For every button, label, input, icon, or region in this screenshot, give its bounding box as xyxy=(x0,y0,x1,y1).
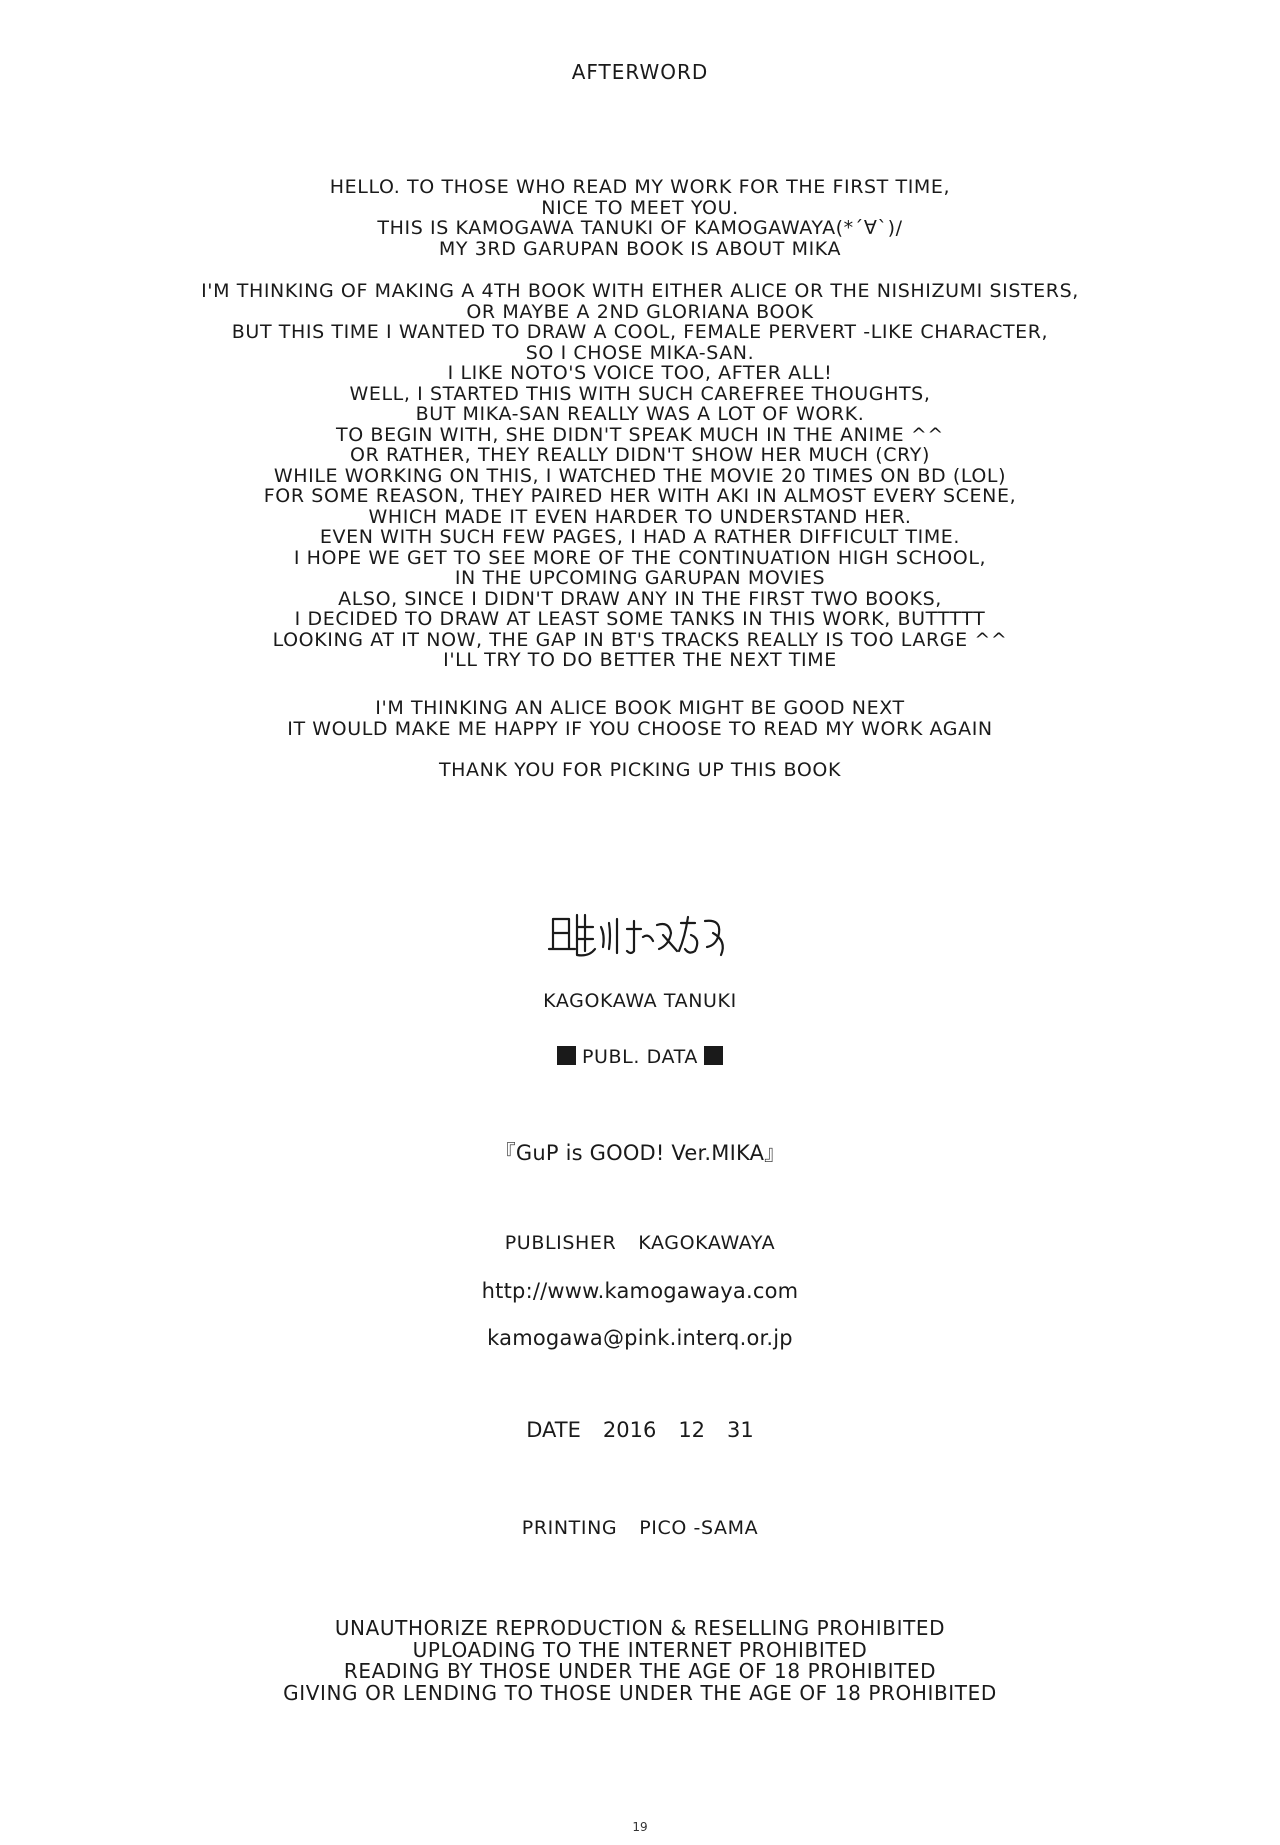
legal-line: READING BY THOSE UNDER THE AGE OF 18 PROHIBITED xyxy=(343,1659,937,1683)
handwritten-signature xyxy=(545,905,735,965)
intro-paragraph xyxy=(0,177,1280,259)
text-line: TO BEGIN WITH, SHE DIDN'T SPEAK MUCH IN THE ANIME ^^ xyxy=(336,423,944,446)
text-line: WHICH MADE IT EVEN HARDER TO UNDERSTAND HER. xyxy=(368,505,912,528)
date-year: 2016 xyxy=(602,1418,657,1442)
text-line: I'M THINKING AN ALICE BOOK MIGHT BE GOOD NEXT xyxy=(375,697,905,719)
text-line: THIS IS KAMOGAWA TANUKI OF KAMOGAWAYA(*´∀`)/ xyxy=(377,217,903,239)
printing-value: PICO -SAMA xyxy=(639,1517,759,1539)
text-line: SO I CHOSE MIKA-SAN. xyxy=(525,341,755,364)
printing-label: PRINTING xyxy=(521,1517,618,1539)
thanks-paragraph xyxy=(0,760,1280,781)
publ-data-heading xyxy=(0,1046,1280,1068)
closing-paragraph xyxy=(0,698,1280,739)
legal-notice xyxy=(0,1618,1280,1704)
text-line: LOOKING AT IT NOW, THE GAP IN BT'S TRACKS REALLY IS TOO LARGE ^^ xyxy=(272,628,1008,651)
text-line: EVEN WITH SUCH FEW PAGES, I HAD A RATHER DIFFICULT TIME. xyxy=(319,526,961,548)
publisher-value: KAGOKAWAYA xyxy=(638,1232,776,1254)
date-day: 31 xyxy=(727,1418,754,1442)
text-line: HELLO. TO THOSE WHO READ MY WORK FOR THE FIRST TIME, xyxy=(329,176,951,198)
legal-line: UPLOADING TO THE INTERNET PROHIBITED xyxy=(412,1637,868,1662)
text-line: THANK YOU FOR PICKING UP THIS BOOK xyxy=(438,759,842,781)
text-line: I LIKE NOTO'S VOICE TOO, AFTER ALL! xyxy=(447,362,833,384)
contact-email: kamogawa@pink.interq.or.jp xyxy=(487,1326,793,1350)
date-label: DATE xyxy=(526,1418,581,1442)
text-line: I'M THINKING OF MAKING A 4TH BOOK WITH EITHER ALICE OR THE NISHIZUMI SISTERS, xyxy=(201,280,1079,302)
main-paragraph xyxy=(0,281,1280,671)
publ-data-label: PUBL. DATA xyxy=(581,1046,698,1068)
text-line: IN THE UPCOMING GARUPAN MOVIES xyxy=(454,567,826,589)
text-line: MY 3RD GARUPAN BOOK IS ABOUT MIKA xyxy=(438,237,842,260)
page-number: 19 xyxy=(632,1820,648,1834)
legal-line: GIVING OR LENDING TO THOSE UNDER THE AGE OF 18 PROHIBITED xyxy=(283,1680,997,1705)
page-title: AFTERWORD xyxy=(571,60,709,84)
publisher-label: PUBLISHER xyxy=(504,1232,617,1254)
book-title: 『GuP is GOOD! Ver.MIKA』 xyxy=(494,1141,786,1165)
date-month: 12 xyxy=(678,1418,706,1442)
text-line: OR RATHER, THEY REALLY DIDN'T SHOW HER MUCH (CRY) xyxy=(350,444,930,466)
black-square-icon xyxy=(704,1046,723,1065)
legal-line: UNAUTHORIZE REPRODUCTION & RESELLING PROHIBITED xyxy=(334,1616,946,1640)
text-line: BUT THIS TIME I WANTED TO DRAW A COOL, FEMALE PERVERT -LIKE CHARACTER, xyxy=(231,321,1049,343)
text-line: NICE TO MEET YOU. xyxy=(541,196,739,219)
text-line: OR MAYBE A 2ND GLORIANA BOOK xyxy=(466,300,814,323)
text-line: WELL, I STARTED THIS WITH SUCH CAREFREE THOUGHTS, xyxy=(349,382,931,405)
text-line: ALSO, SINCE I DIDN'T DRAW ANY IN THE FIRST TWO BOOKS, xyxy=(338,587,942,610)
text-line: I'LL TRY TO DO BETTER THE NEXT TIME xyxy=(443,649,837,671)
website-url: http://www.kamogawaya.com xyxy=(481,1279,799,1303)
black-square-icon xyxy=(557,1046,576,1065)
author-name: KAGOKAWA TANUKI xyxy=(543,990,737,1012)
text-line: BUT MIKA-SAN REALLY WAS A LOT OF WORK. xyxy=(415,403,865,425)
text-line: IT WOULD MAKE ME HAPPY IF YOU CHOOSE TO READ MY WORK AGAIN xyxy=(287,717,993,740)
printing-line xyxy=(0,1517,1280,1539)
date-line xyxy=(0,1418,1280,1442)
text-line: I HOPE WE GET TO SEE MORE OF THE CONTINUATION HIGH SCHOOL, xyxy=(293,546,987,569)
publisher-line xyxy=(0,1232,1280,1254)
text-line: FOR SOME REASON, THEY PAIRED HER WITH AKI IN ALMOST EVERY SCENE, xyxy=(263,485,1017,507)
text-line: I DECIDED TO DRAW AT LEAST SOME TANKS IN THIS WORK, BUTTTTT xyxy=(294,608,986,630)
text-line: WHILE WORKING ON THIS, I WATCHED THE MOVIE 20 TIMES ON BD (LOL) xyxy=(273,464,1007,487)
